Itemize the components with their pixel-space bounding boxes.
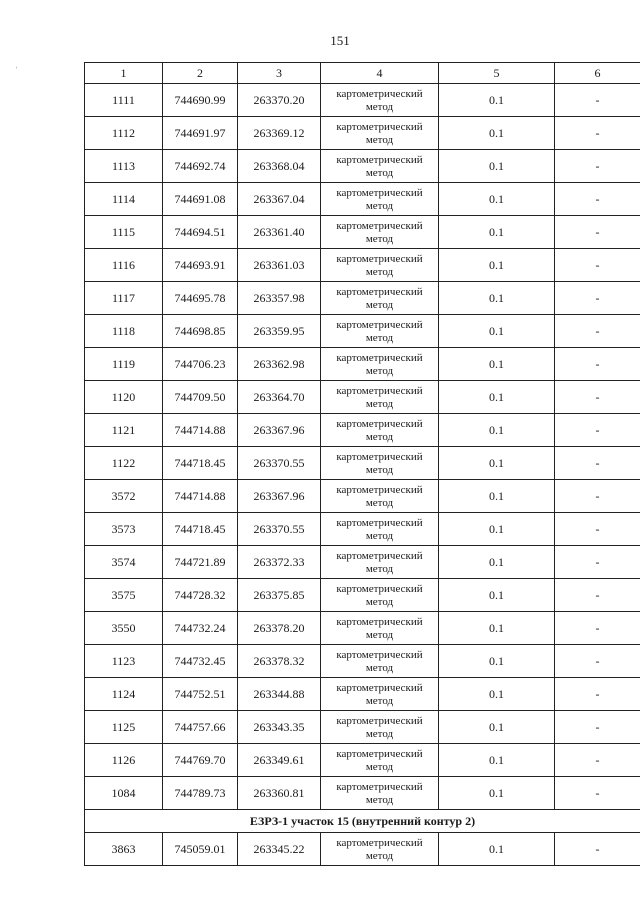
table-row — [85, 645, 640, 678]
method-text: картометрический — [336, 153, 423, 166]
method-text: картометрический — [336, 318, 423, 331]
point-number-cell: 1114 — [85, 183, 163, 216]
note-cell: - — [555, 513, 640, 546]
note-cell: - — [555, 480, 640, 513]
method-cell — [321, 833, 439, 866]
method-cell — [321, 216, 439, 249]
point-number-cell: 1119 — [85, 348, 163, 381]
table-row — [85, 546, 640, 579]
point-number-cell: 1112 — [85, 117, 163, 150]
method-text: метод — [365, 760, 394, 773]
method-text: картометрический — [336, 252, 423, 265]
method-text: метод — [365, 661, 394, 674]
section-title: ЕЗРЗ-1 участок 15 (внутренний контур 2) — [85, 810, 640, 833]
accuracy-cell: 0.1 — [439, 777, 555, 810]
accuracy-cell: 0.1 — [439, 216, 555, 249]
x-coordinate-cell: 744694.51 — [163, 216, 238, 249]
page-number: 151 — [330, 33, 350, 48]
method-text: картометрический — [336, 549, 423, 562]
method-text: метод — [365, 793, 394, 806]
stray-mark: ʿ — [15, 66, 18, 75]
note-cell: - — [555, 183, 640, 216]
y-coordinate-cell: 263370.20 — [238, 84, 321, 117]
point-number-cell: 1120 — [85, 381, 163, 414]
accuracy-cell: 0.1 — [439, 447, 555, 480]
accuracy-cell: 0.1 — [439, 480, 555, 513]
note-cell: - — [555, 216, 640, 249]
method-text: метод — [365, 199, 394, 212]
method-text: картометрический — [336, 648, 423, 661]
method-cell — [321, 282, 439, 315]
accuracy-cell: 0.1 — [439, 117, 555, 150]
point-number-cell: 1125 — [85, 711, 163, 744]
x-coordinate-cell: 744732.45 — [163, 645, 238, 678]
y-coordinate-cell: 263361.40 — [238, 216, 321, 249]
table-row — [85, 348, 640, 381]
note-cell: - — [555, 348, 640, 381]
x-coordinate-cell: 744714.88 — [163, 480, 238, 513]
point-number-cell: 1121 — [85, 414, 163, 447]
method-cell — [321, 84, 439, 117]
y-coordinate-cell: 263370.55 — [238, 513, 321, 546]
y-coordinate-cell: 263367.04 — [238, 183, 321, 216]
x-coordinate-cell: 744718.45 — [163, 513, 238, 546]
method-cell — [321, 513, 439, 546]
x-coordinate-cell: 744690.99 — [163, 84, 238, 117]
method-text: метод — [365, 397, 394, 410]
method-cell — [321, 678, 439, 711]
method-text: метод — [365, 463, 394, 476]
header-cell: 6 — [555, 63, 640, 84]
table-row — [85, 579, 640, 612]
note-cell: - — [555, 282, 640, 315]
x-coordinate-cell: 745059.01 — [163, 833, 238, 866]
accuracy-cell: 0.1 — [439, 183, 555, 216]
table-row — [85, 833, 640, 866]
section-header-row — [85, 810, 640, 833]
table-row — [85, 249, 640, 282]
method-text: картометрический — [336, 417, 423, 430]
accuracy-cell: 0.1 — [439, 711, 555, 744]
accuracy-cell: 0.1 — [439, 645, 555, 678]
method-text: картометрический — [336, 714, 423, 727]
table-row — [85, 414, 640, 447]
table-row — [85, 711, 640, 744]
point-number-cell: 1124 — [85, 678, 163, 711]
method-cell — [321, 480, 439, 513]
table-body — [85, 84, 640, 866]
method-text: метод — [365, 562, 394, 575]
y-coordinate-cell: 263349.61 — [238, 744, 321, 777]
table-row — [85, 150, 640, 183]
method-cell — [321, 414, 439, 447]
x-coordinate-cell: 744789.73 — [163, 777, 238, 810]
note-cell: - — [555, 414, 640, 447]
method-text: картометрический — [336, 780, 423, 793]
method-text: метод — [365, 496, 394, 509]
method-text: картометрический — [336, 120, 423, 133]
method-cell — [321, 183, 439, 216]
note-cell: - — [555, 744, 640, 777]
x-coordinate-cell: 744757.66 — [163, 711, 238, 744]
method-text: метод — [365, 628, 394, 641]
point-number-cell: 3574 — [85, 546, 163, 579]
y-coordinate-cell: 263375.85 — [238, 579, 321, 612]
method-text: метод — [365, 133, 394, 146]
note-cell: - — [555, 711, 640, 744]
method-cell — [321, 612, 439, 645]
point-number-cell: 3573 — [85, 513, 163, 546]
x-coordinate-cell: 744706.23 — [163, 348, 238, 381]
accuracy-cell: 0.1 — [439, 546, 555, 579]
x-coordinate-cell: 744709.50 — [163, 381, 238, 414]
method-text: метод — [365, 430, 394, 443]
note-cell: - — [555, 612, 640, 645]
x-coordinate-cell: 744698.85 — [163, 315, 238, 348]
accuracy-cell: 0.1 — [439, 348, 555, 381]
header-cell: 3 — [238, 63, 321, 84]
method-text: метод — [365, 298, 394, 311]
method-cell — [321, 711, 439, 744]
y-coordinate-cell: 263367.96 — [238, 480, 321, 513]
table-row — [85, 315, 640, 348]
method-text: картометрический — [336, 186, 423, 199]
y-coordinate-cell: 263357.98 — [238, 282, 321, 315]
x-coordinate-cell: 744714.88 — [163, 414, 238, 447]
header-cell: 4 — [321, 63, 439, 84]
point-number-cell: 3572 — [85, 480, 163, 513]
method-text: метод — [365, 100, 394, 113]
x-coordinate-cell: 744692.74 — [163, 150, 238, 183]
point-number-cell: 1084 — [85, 777, 163, 810]
method-text: метод — [365, 166, 394, 179]
method-text: метод — [365, 331, 394, 344]
point-number-cell: 3575 — [85, 579, 163, 612]
table-row — [85, 744, 640, 777]
table-row — [85, 183, 640, 216]
note-cell: - — [555, 645, 640, 678]
y-coordinate-cell: 263345.22 — [238, 833, 321, 866]
method-text: картометрический — [336, 615, 423, 628]
method-text: картометрический — [336, 681, 423, 694]
table-row — [85, 381, 640, 414]
accuracy-cell: 0.1 — [439, 678, 555, 711]
method-text: метод — [365, 694, 394, 707]
x-coordinate-cell: 744769.70 — [163, 744, 238, 777]
method-cell — [321, 348, 439, 381]
y-coordinate-cell: 263344.88 — [238, 678, 321, 711]
point-number-cell: 1111 — [85, 84, 163, 117]
note-cell: - — [555, 546, 640, 579]
method-text: метод — [365, 727, 394, 740]
y-coordinate-cell: 263361.03 — [238, 249, 321, 282]
method-text: картометрический — [336, 285, 423, 298]
point-number-cell: 1123 — [85, 645, 163, 678]
method-text: метод — [365, 232, 394, 245]
x-coordinate-cell: 744693.91 — [163, 249, 238, 282]
note-cell: - — [555, 117, 640, 150]
table-row — [85, 84, 640, 117]
header-cell: 5 — [439, 63, 555, 84]
method-text: картометрический — [336, 483, 423, 496]
table-row — [85, 117, 640, 150]
method-text: картометрический — [336, 582, 423, 595]
point-number-cell: 1116 — [85, 249, 163, 282]
method-cell — [321, 777, 439, 810]
method-text: картометрический — [336, 87, 423, 100]
method-cell — [321, 117, 439, 150]
point-number-cell: 1113 — [85, 150, 163, 183]
point-number-cell: 1122 — [85, 447, 163, 480]
accuracy-cell: 0.1 — [439, 414, 555, 447]
accuracy-cell: 0.1 — [439, 513, 555, 546]
note-cell: - — [555, 315, 640, 348]
y-coordinate-cell: 263370.55 — [238, 447, 321, 480]
method-text: картометрический — [336, 836, 423, 849]
accuracy-cell: 0.1 — [439, 579, 555, 612]
method-text: картометрический — [336, 450, 423, 463]
y-coordinate-cell: 263378.32 — [238, 645, 321, 678]
x-coordinate-cell: 744728.32 — [163, 579, 238, 612]
table-row — [85, 480, 640, 513]
method-text: картометрический — [336, 351, 423, 364]
method-cell — [321, 447, 439, 480]
y-coordinate-cell: 263369.12 — [238, 117, 321, 150]
y-coordinate-cell: 263368.04 — [238, 150, 321, 183]
point-number-cell: 1126 — [85, 744, 163, 777]
y-coordinate-cell: 263359.95 — [238, 315, 321, 348]
y-coordinate-cell: 263372.33 — [238, 546, 321, 579]
accuracy-cell: 0.1 — [439, 315, 555, 348]
note-cell: - — [555, 678, 640, 711]
point-number-cell: 1118 — [85, 315, 163, 348]
y-coordinate-cell: 263378.20 — [238, 612, 321, 645]
method-cell — [321, 150, 439, 183]
x-coordinate-cell: 744732.24 — [163, 612, 238, 645]
method-text: метод — [365, 849, 394, 862]
table-row — [85, 513, 640, 546]
x-coordinate-cell: 744718.45 — [163, 447, 238, 480]
note-cell: - — [555, 249, 640, 282]
header-cell: 1 — [85, 63, 163, 84]
note-cell: - — [555, 777, 640, 810]
note-cell: - — [555, 447, 640, 480]
point-number-cell: 3863 — [85, 833, 163, 866]
point-number-cell: 1115 — [85, 216, 163, 249]
accuracy-cell: 0.1 — [439, 249, 555, 282]
method-text: картометрический — [336, 516, 423, 529]
y-coordinate-cell: 263360.81 — [238, 777, 321, 810]
x-coordinate-cell: 744695.78 — [163, 282, 238, 315]
note-cell: - — [555, 84, 640, 117]
header-row — [85, 63, 640, 84]
accuracy-cell: 0.1 — [439, 84, 555, 117]
method-text: картометрический — [336, 219, 423, 232]
table-row — [85, 777, 640, 810]
point-number-cell: 1117 — [85, 282, 163, 315]
x-coordinate-cell: 744691.08 — [163, 183, 238, 216]
accuracy-cell: 0.1 — [439, 282, 555, 315]
y-coordinate-cell: 263364.70 — [238, 381, 321, 414]
y-coordinate-cell: 263367.96 — [238, 414, 321, 447]
method-cell — [321, 579, 439, 612]
y-coordinate-cell: 263343.35 — [238, 711, 321, 744]
accuracy-cell: 0.1 — [439, 150, 555, 183]
method-cell — [321, 315, 439, 348]
table-row — [85, 447, 640, 480]
y-coordinate-cell: 263362.98 — [238, 348, 321, 381]
method-cell — [321, 381, 439, 414]
point-number-cell: 3550 — [85, 612, 163, 645]
method-text: метод — [365, 595, 394, 608]
method-text: метод — [365, 529, 394, 542]
table-row — [85, 216, 640, 249]
accuracy-cell: 0.1 — [439, 744, 555, 777]
note-cell: - — [555, 381, 640, 414]
method-text: картометрический — [336, 384, 423, 397]
accuracy-cell: 0.1 — [439, 381, 555, 414]
method-text: метод — [365, 265, 394, 278]
table-row — [85, 282, 640, 315]
table-row — [85, 678, 640, 711]
method-cell — [321, 546, 439, 579]
method-cell — [321, 249, 439, 282]
method-cell — [321, 645, 439, 678]
note-cell: - — [555, 833, 640, 866]
x-coordinate-cell: 744752.51 — [163, 678, 238, 711]
accuracy-cell: 0.1 — [439, 833, 555, 866]
method-cell — [321, 744, 439, 777]
note-cell: - — [555, 150, 640, 183]
method-text: картометрический — [336, 747, 423, 760]
table-row — [85, 612, 640, 645]
header-cell: 2 — [163, 63, 238, 84]
coordinates-table — [84, 62, 640, 866]
method-text: метод — [365, 364, 394, 377]
x-coordinate-cell: 744721.89 — [163, 546, 238, 579]
note-cell: - — [555, 579, 640, 612]
accuracy-cell: 0.1 — [439, 612, 555, 645]
x-coordinate-cell: 744691.97 — [163, 117, 238, 150]
